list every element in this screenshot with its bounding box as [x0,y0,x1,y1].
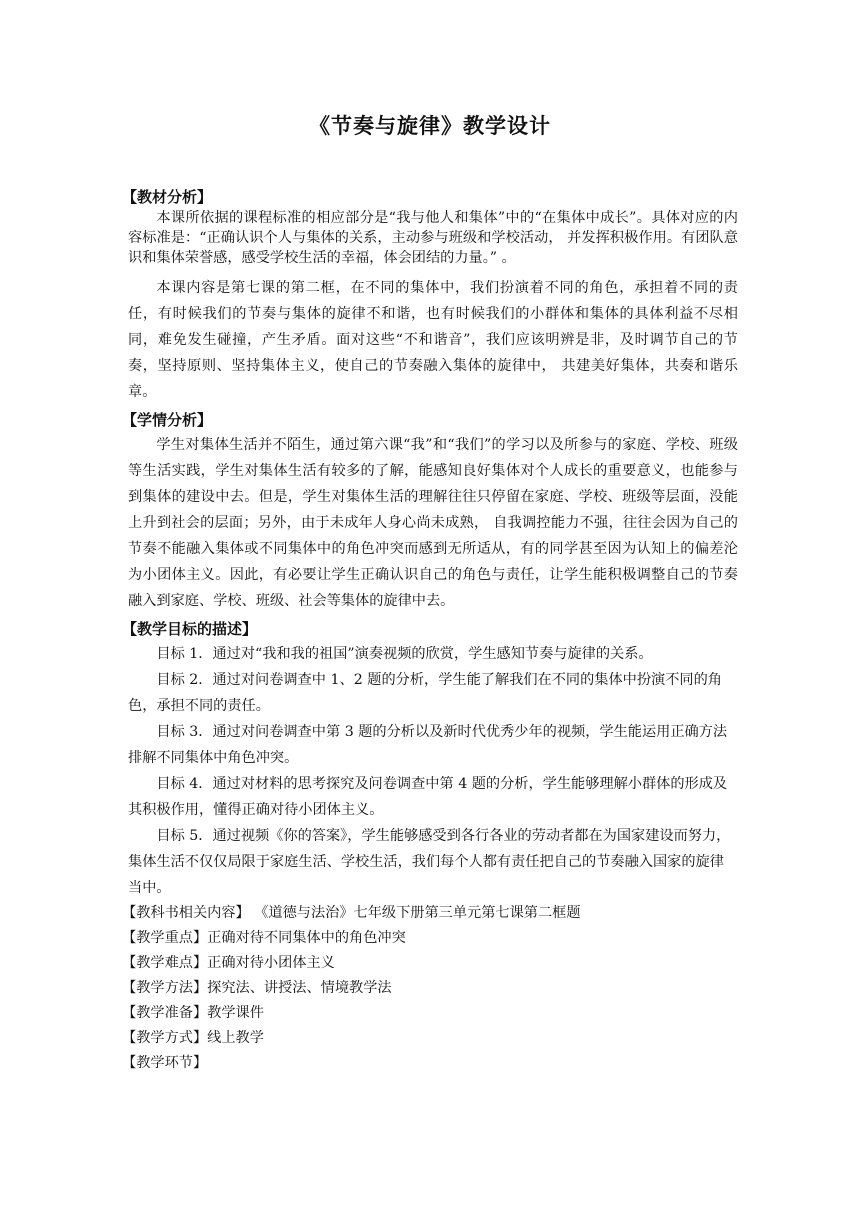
meta-row-textbook-content [122,901,738,926]
meta-row-difficulty [122,951,738,976]
document-body [122,186,738,1076]
meta-row-preparation [122,1001,738,1026]
objective-item: 目标 4．通过对材料的思考探究及问卷调查中第 4 题的分析，学生能够理解小群体的形成及其积极作用，懂得正确对待小团体主义。 [128,776,728,818]
meta-value: 教学课件 [207,1005,264,1021]
meta-value: 正确对待小团体主义 [207,955,335,971]
meta-label: 【教学难点】 [122,955,208,971]
meta-label: 【教科书相关内容】 [122,905,250,921]
paragraph: 本课所依据的课程标准的相应部分是“我与他人和集体”中的“在集体中成长”。具体对应的内容标准是：“正确认识个人与集体的关系，主动参与班级和学校活动， 并发挥积极作用。有团队意识和集体荣誉感，感受学校生活的幸福，体会团结的力量。” 。 [128,210,738,266]
meta-row-method [122,976,738,1001]
meta-row-key-point [122,926,738,951]
meta-value: 探究法、讲授法、情境教学法 [207,980,392,996]
section-heading-student-analysis: 【学情分析】 [122,411,213,429]
meta-label: 【教学重点】 [122,930,208,946]
meta-label: 【教学方式】 [122,1030,208,1046]
objective-item: 目标 1．通过对“我和我的祖国”演奏视频的欣赏，学生感知节奏与旋律的关系。 [156,646,653,662]
section-heading-textbook-analysis: 【教材分析】 [122,188,213,206]
meta-value: 《道德与法治》七年级下册第三单元第七课第二框题 [249,905,581,921]
objective-item: 目标 5．通过视频《你的答案》，学生能够感受到各行各业的劳动者都在为国家建设而努力，集体生活不仅仅局限于家庭生活、学校生活，我们每个人都有责任把自己的节奏融入国家的旋律当中。 [128,828,731,896]
meta-value: 正确对待不同集体中的角色冲突 [207,930,406,946]
objective-item: 目标 2．通过对问卷调查中 1、2 题的分析，学生能了解我们在不同的集体中扮演不同的角色，承担不同的责任。 [128,672,722,714]
meta-label: 【教学准备】 [122,1005,208,1021]
meta-row-steps [122,1051,738,1076]
section-heading-objectives: 【教学目标的描述】 [122,620,258,638]
objective-item: 目标 3．通过对问卷调查中第 3 题的分析以及新时代优秀少年的视频，学生能运用正确方法排解不同集体中角色冲突。 [128,724,728,766]
paragraph: 学生对集体生活并不陌生，通过第六课“我”和“我们”的学习以及所参与的家庭、学校、班级等生活实践，学生对集体生活有较多的了解，能感知良好集体对个人成长的重要意义，也能参与到集体的建设中去。但是，学生对集体生活的理解往往只停留在家庭、学校、班级等层面，没能上升到社会的层面；另外，由于未成年人身心尚未成熟， 自我调控能力不强，往往会因为自己的节奏不能融入集体或不同集体中的角色冲突而感到无所适从，有的同学甚至因为认知上的偏差沦为小团体主义。因此，有必要让学生正确认识自己的角色与责任，让学生能积极调整自己的节奏融入到家庭、学校、班级、社会等集体的旋律中去。 [128,437,738,609]
meta-label: 【教学环节】 [122,1055,208,1071]
meta-label: 【教学方法】 [122,980,208,996]
document-title: 《节奏与旋律》教学设计 [309,114,551,138]
paragraph: 本课内容是第七课的第二框，在不同的集体中，我们扮演着不同的角色，承担着不同的责任，有时候我们的节奏与集体的旋律不和谐，也有时候我们的小群体和集体的具体利益不尽相同，难免发生碰撞，产生矛盾。面对这些“不和谐音”，我们应该明辨是非，及时调节自己的节奏，坚持原则、坚持集体主义，使自己的节奏融入集体的旋律中， 共建美好集体，共奏和谐乐章。 [128,280,738,400]
meta-row-mode [122,1026,738,1051]
meta-value: 线上教学 [207,1030,264,1046]
